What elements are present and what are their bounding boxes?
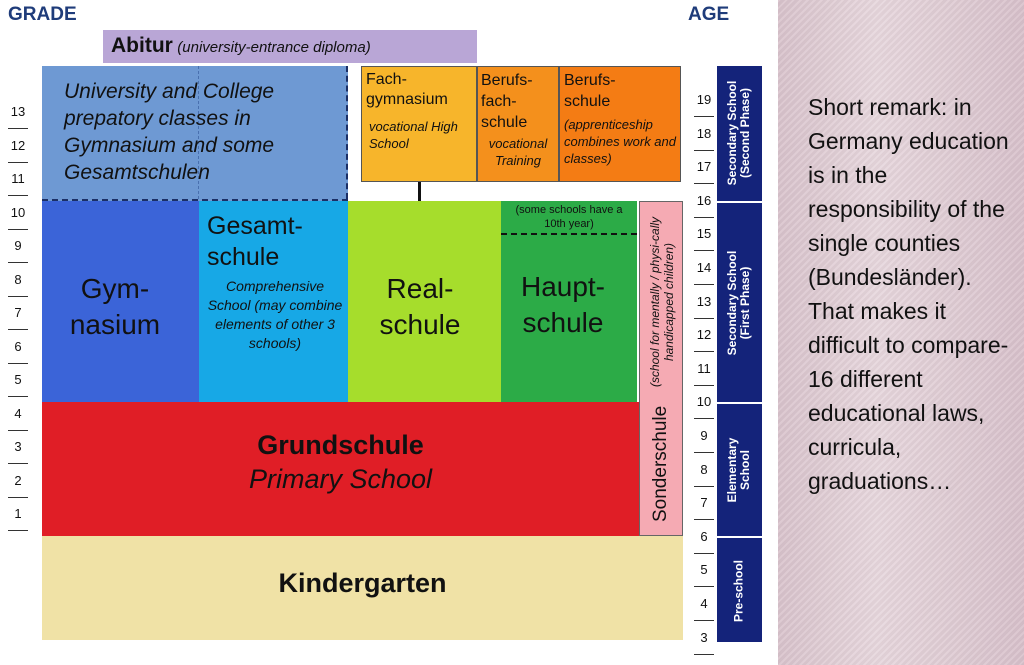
age-tick — [694, 351, 714, 352]
grade-label: 5 — [14, 372, 22, 387]
grundschule-block — [42, 402, 639, 536]
gesamtschule-block — [199, 201, 348, 402]
age-tick — [694, 150, 714, 151]
grade-tick — [8, 396, 28, 397]
grade-label: 2 — [14, 472, 22, 488]
age-tick — [694, 116, 714, 117]
berufsschule-block — [559, 66, 681, 182]
phase-bar-secondary-first — [717, 201, 762, 402]
berufsfachschule-subtitle: vocational Training — [488, 136, 548, 168]
university-prep-block — [42, 66, 348, 201]
age-label: 13 — [696, 293, 712, 309]
sonderschule-title: Sonderschule — [650, 405, 671, 522]
age-label: 15 — [696, 226, 712, 242]
age-label: 9 — [700, 428, 708, 443]
grade-label: 6 — [14, 338, 22, 354]
grade-label: 8 — [14, 271, 22, 287]
age-label: 3 — [700, 629, 708, 645]
age-label: 4 — [700, 596, 708, 611]
phase-label-secondary-first: Secondary School (First Phase) — [725, 250, 752, 356]
berufsschule-subtitle: (apprenticeship combines work and classes) — [564, 117, 676, 166]
grade-tick — [8, 229, 28, 230]
gymnasium-block — [42, 201, 199, 402]
phase-bar-elementary — [717, 402, 762, 536]
age-label: 10 — [696, 394, 712, 410]
hauptschule-note: (some schools have a 10th year) — [515, 204, 623, 230]
age-label: 18 — [696, 125, 712, 141]
abitur-subtitle: (university-entrance diploma) — [177, 39, 371, 56]
age-label: 19 — [696, 92, 712, 107]
grade-tick — [8, 195, 28, 196]
grade-tick — [8, 162, 28, 163]
age-tick — [694, 654, 714, 655]
grade-label: 11 — [11, 171, 25, 186]
university-prep-text: University and College prepatory classes in Gymnasium and some Gesamtschulen — [64, 80, 275, 184]
grade-label: 13 — [10, 104, 26, 119]
age-tick — [694, 385, 714, 386]
grade-label: 12 — [10, 137, 26, 153]
abitur-title: Abitur — [111, 34, 173, 57]
grade-label: 9 — [14, 238, 22, 253]
age-tick — [694, 318, 714, 319]
age-tick — [694, 452, 714, 453]
age-label: 17 — [696, 159, 712, 175]
sonderschule-block — [639, 201, 683, 536]
age-label: 14 — [696, 260, 712, 275]
remark-panel — [778, 0, 1024, 665]
realschule-label: Real-schule — [379, 273, 461, 340]
fachgymnasium-title: Fach-gymnasium — [366, 71, 448, 108]
grade-tick — [8, 296, 28, 297]
grade-tick — [8, 128, 28, 129]
grade-tick — [8, 329, 28, 330]
kindergarten-block — [42, 536, 683, 640]
age-tick — [694, 183, 714, 184]
fachgymnasium-block — [361, 66, 477, 182]
age-tick — [694, 586, 714, 587]
gesamtschule-title: Gesamt-schule — [207, 212, 303, 271]
grade-tick — [8, 463, 28, 464]
grade-tick — [8, 262, 28, 263]
grade-label: 10 — [10, 204, 26, 220]
remark-text: Short remark: in Germany education is in the responsibility of the single counties (Bundesländer). That makes it difficult to compare- 16 different educational laws, curricula, graduations… — [808, 94, 1009, 494]
phase-label-preschool: Pre-school — [731, 560, 746, 623]
age-tick — [694, 486, 714, 487]
age-label: 12 — [696, 327, 712, 343]
age-tick — [694, 284, 714, 285]
phase-label-secondary-second: Secondary School (Second Phase) — [725, 80, 752, 186]
kindergarten-label: Kindergarten — [278, 568, 447, 598]
age-label: 8 — [700, 461, 708, 477]
age-tick — [694, 519, 714, 520]
sonderschule-subtitle: (school for mentally / physi-cally handicapped children) — [648, 216, 676, 388]
age-tick — [694, 250, 714, 251]
age-tick — [694, 620, 714, 621]
fachgymnasium-subtitle: vocational High School — [369, 119, 458, 151]
grade-label: 7 — [14, 305, 22, 320]
realschule-block — [348, 201, 501, 402]
phase-label-elementary: Elementary School — [725, 437, 752, 503]
age-label: 5 — [700, 562, 708, 578]
hauptschule-block — [501, 201, 637, 402]
phase-bar-preschool — [717, 536, 762, 642]
hauptschule-label: Haupt-schule — [520, 271, 606, 338]
abitur-bar — [103, 30, 477, 63]
grade-tick — [8, 530, 28, 531]
age-tick — [694, 418, 714, 419]
berufsschule-title: Berufs-schule — [564, 72, 616, 110]
age-label: 11 — [697, 360, 711, 376]
grade-label: 3 — [14, 439, 22, 454]
grundschule-subtitle: Primary School — [248, 464, 433, 494]
berufsfachschule-block — [477, 66, 559, 182]
gesamtschule-subtitle: Comprehensive School (may combine elements of other 3 schools) — [207, 278, 343, 351]
age-label: 7 — [700, 495, 708, 511]
phase-bar-secondary-second — [717, 66, 762, 201]
grade-header: GRADE — [8, 4, 77, 25]
grade-tick — [8, 430, 28, 431]
grade-label: 4 — [14, 405, 22, 421]
age-label: 6 — [700, 528, 708, 544]
age-header: AGE — [688, 4, 730, 25]
berufsfachschule-title: Berufs-fach-schule — [481, 72, 533, 131]
grade-tick — [8, 363, 28, 364]
grade-label: 1 — [14, 506, 22, 521]
connector-line — [418, 182, 421, 201]
age-label: 16 — [696, 192, 712, 208]
grundschule-title: Grundschule — [257, 430, 424, 460]
gymnasium-label: Gym-nasium — [69, 273, 161, 340]
age-tick — [694, 217, 714, 218]
grade-tick — [8, 497, 28, 498]
age-tick — [694, 553, 714, 554]
